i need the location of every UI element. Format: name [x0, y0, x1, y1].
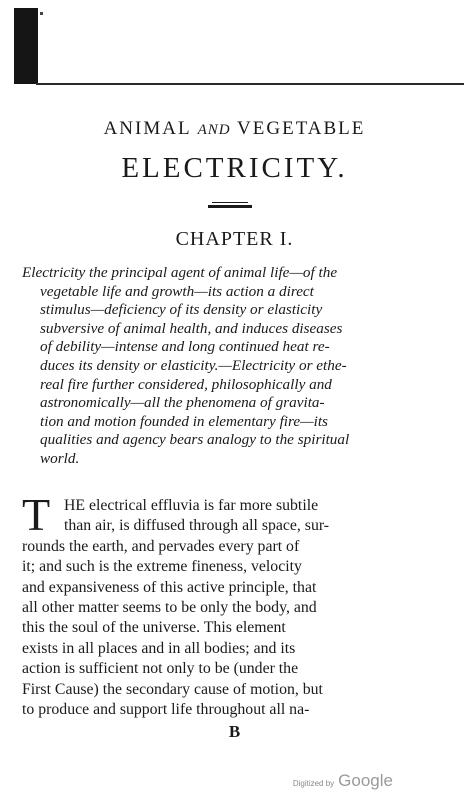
- summary-line: of debility—intense and long continued heat re-: [40, 338, 330, 356]
- summary-line: duces its density or elasticity.—Electricity or ethe-: [40, 356, 347, 374]
- google-logo: Google: [338, 771, 393, 790]
- summary-line: qualities and agency bears analogy to the spiritual: [40, 431, 350, 449]
- top-border-rule: [36, 83, 464, 85]
- body-paragraph: [22, 489, 452, 720]
- summary-line: astronomically—all the phenomena of gravita-: [40, 394, 325, 412]
- summary-line: real fire further considered, philosophically and: [40, 375, 332, 393]
- watermark-prefix: Digitized by: [292, 779, 335, 788]
- digitized-watermark: [293, 771, 393, 791]
- body-line: action is sufficient not only to be (under the: [22, 660, 299, 678]
- summary-line: vegetable life and growth—its action a direct: [40, 282, 314, 300]
- running-title-left: ANIMAL: [103, 118, 191, 139]
- running-title: [0, 118, 469, 140]
- body-line: rounds the earth, and pervades every part of: [22, 537, 300, 555]
- running-title-right: VEGETABLE: [237, 118, 366, 139]
- body-line: all other matter seems to be only the body, and: [22, 599, 317, 617]
- running-title-and: AND: [197, 122, 231, 138]
- scan-speck: [40, 12, 43, 15]
- summary-line: tion and motion founded in elementary fire—its: [40, 412, 328, 430]
- chapter-summary: [22, 264, 452, 469]
- signature-mark: B: [228, 722, 241, 741]
- body-line: exists in all places and in all bodies; and its: [22, 639, 296, 657]
- drop-cap: T: [22, 489, 51, 540]
- body-line: it; and such is the extreme fineness, velocity: [22, 558, 302, 576]
- body-line: this the soul of the universe. This element: [22, 619, 286, 637]
- chapter-heading: CHAPTER I.: [175, 228, 294, 250]
- summary-line: Electricity the principal agent of animal life—of the: [22, 264, 338, 281]
- body-line: than air, is diffused through all space, sur-: [64, 517, 330, 535]
- body-line: to produce and support life throughout all na-: [22, 701, 310, 719]
- body-line: HE electrical effluvia is far more subtile: [64, 497, 319, 514]
- body-line: First Cause) the secondary cause of motion, but: [22, 680, 323, 698]
- main-title: ELECTRICITY.: [121, 152, 348, 184]
- summary-line: subversive of animal health, and induces diseases: [40, 319, 343, 337]
- summary-line: stimulus—deficiency of its density or elasticity: [40, 301, 323, 319]
- divider-ornament: [208, 202, 252, 210]
- book-binding-edge: [14, 8, 38, 84]
- body-line: and expansiveness of this active principle, that: [22, 578, 317, 596]
- summary-line: world.: [40, 449, 80, 467]
